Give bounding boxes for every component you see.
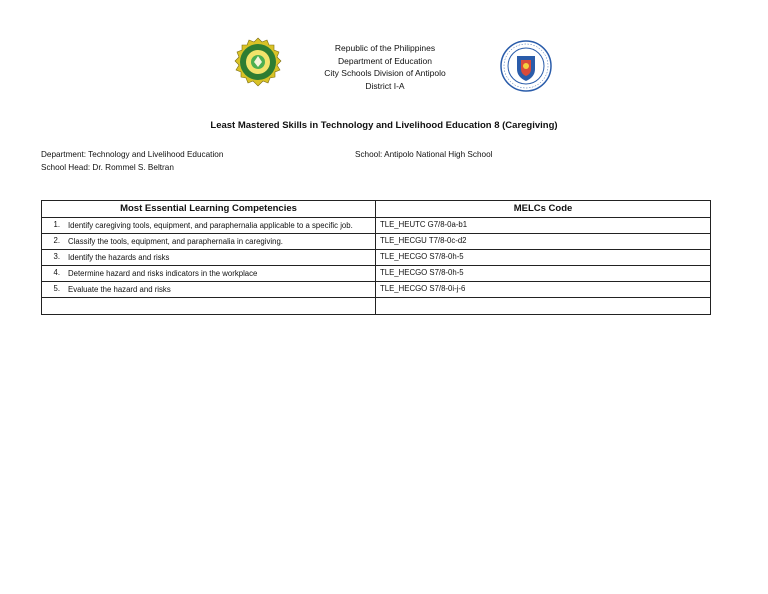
- competency-cell: [42, 234, 376, 250]
- competencies-table: [41, 200, 711, 315]
- header-line-district: District I-A: [365, 80, 405, 91]
- code-cell: TLE_HECGO S7/8-0h-5: [376, 266, 711, 282]
- code-cell: TLE_HEUTC G7/8-0a-b1: [376, 218, 711, 234]
- school-seal-logo: [232, 37, 284, 89]
- table-header-row: [42, 201, 711, 218]
- header-line-department: Department of Education: [337, 55, 433, 66]
- school-label: School: Antipolo National High School: [355, 150, 493, 159]
- empty-cell: [42, 298, 376, 315]
- competency-cell: [42, 266, 376, 282]
- table-row: [42, 218, 711, 234]
- competency-text: Evaluate the hazard and risks: [68, 285, 171, 294]
- table-row: [42, 250, 711, 266]
- competency-text: Identify the hazards and risks: [68, 253, 170, 262]
- competency-cell: [42, 282, 376, 298]
- competency-cell: [42, 218, 376, 234]
- header-line-republic: Republic of the Philippines: [334, 43, 436, 53]
- competency-text: Determine hazard and risks indicators in the workplace: [68, 269, 258, 278]
- item-number: 3.: [53, 252, 60, 261]
- code-cell: TLE_HECGU T7/8-0c-d2: [376, 234, 711, 250]
- table-row: [42, 234, 711, 250]
- table-row: [42, 266, 711, 282]
- item-number: 1.: [53, 220, 60, 229]
- empty-table-row: [42, 298, 711, 315]
- column-header-competencies: Most Essential Learning Competencies: [42, 201, 376, 218]
- item-number: 5.: [53, 284, 60, 293]
- deped-seal-logo: [500, 40, 552, 92]
- competency-cell: [42, 250, 376, 266]
- department-label: Department: Technology and Livelihood Education: [41, 150, 224, 159]
- table-row: [42, 282, 711, 298]
- item-number: 2.: [53, 236, 60, 245]
- item-number: 4.: [53, 268, 60, 277]
- competency-text: Classify the tools, equipment, and paraphernalia in caregiving.: [68, 237, 283, 246]
- header-line-division: City Schools Division of Antipolo: [324, 68, 446, 78]
- code-cell: TLE_HECGO S7/8-0h-5: [376, 250, 711, 266]
- school-head-label: School Head: Dr. Rommel S. Beltran: [41, 163, 174, 172]
- competency-text: Identify caregiving tools, equipment, and paraphernalia applicable to a specific job.: [68, 221, 353, 230]
- code-cell: TLE_HECGO S7/8-0i-j-6: [376, 282, 711, 298]
- letterhead: [300, 42, 470, 92]
- document-title: Least Mastered Skills in Technology and Livelihood Education 8 (Caregiving): [210, 120, 558, 131]
- column-header-code: MELCs Code: [376, 201, 711, 218]
- empty-cell: [376, 298, 711, 315]
